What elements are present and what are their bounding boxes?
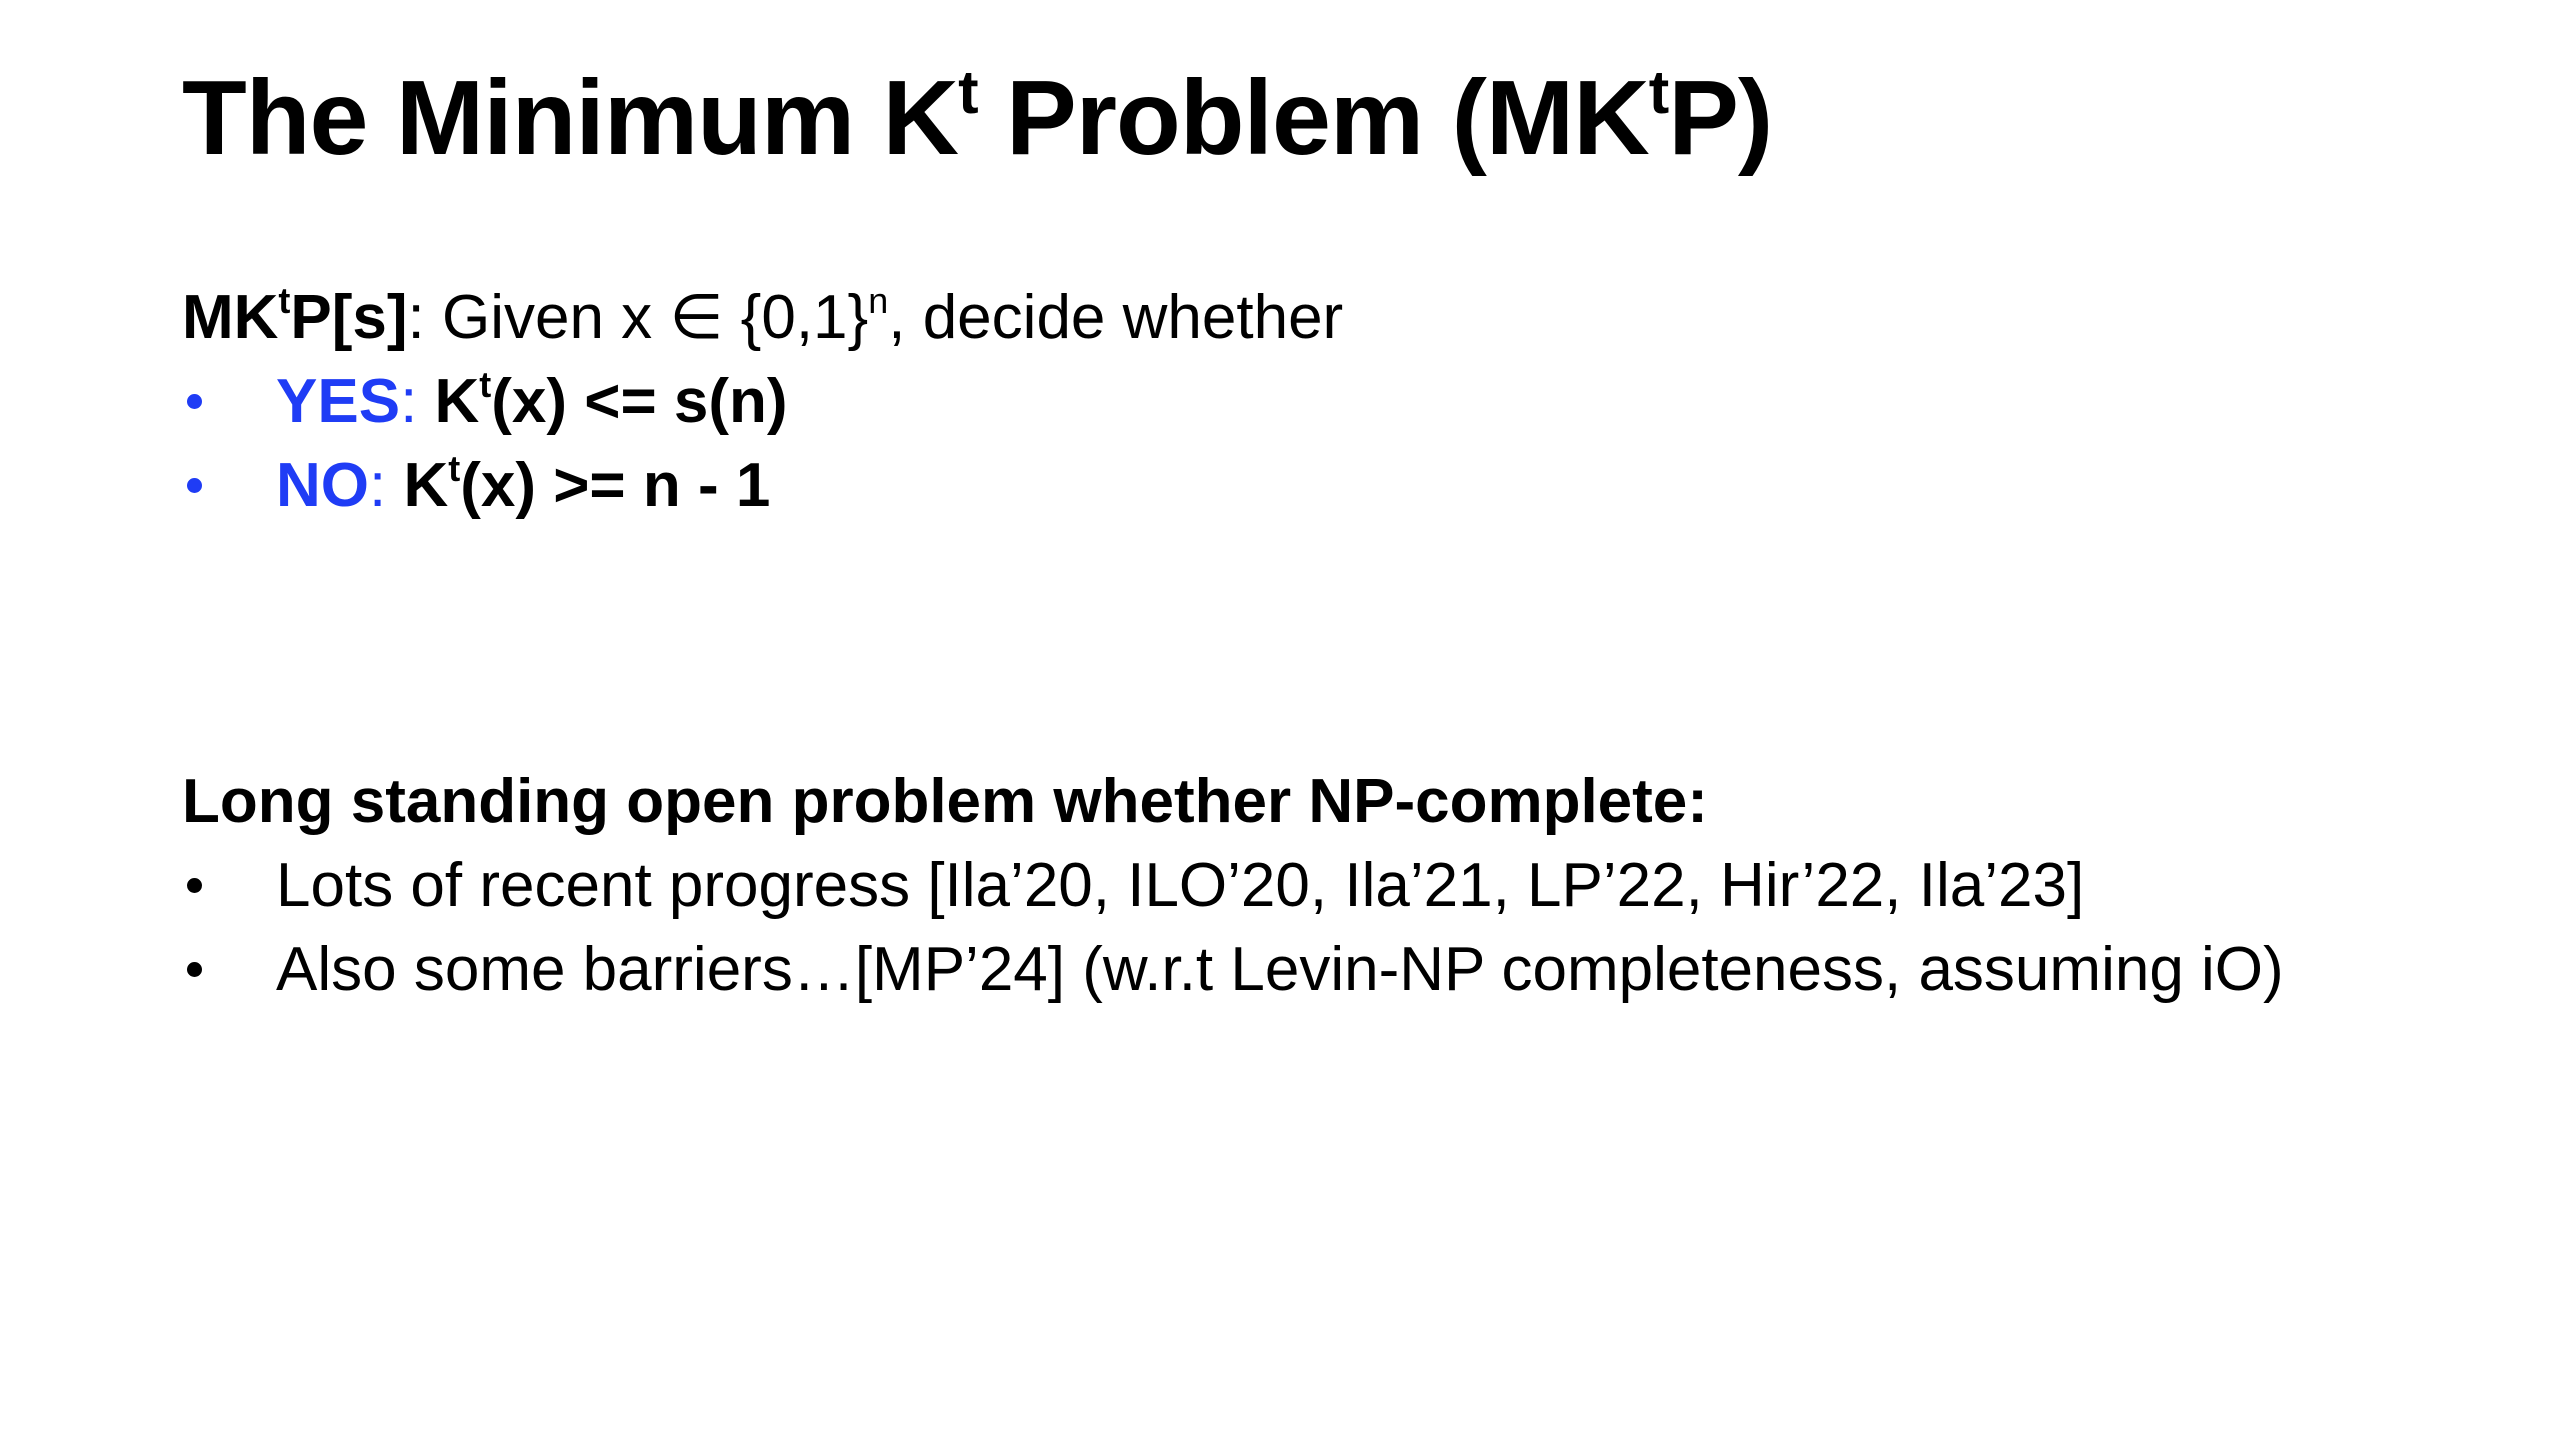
yes-expr-b: (x) <= s(n) [491, 367, 788, 436]
title-part-2: Problem (MK [977, 59, 1649, 177]
definition-line [182, 276, 1343, 360]
list-item-text: Lots of recent progress [Ila’20, ILO’20, Ila’21, LP’22, Hir’22, Ila’23] [276, 851, 2085, 920]
bullet-icon [182, 360, 276, 444]
list-item [182, 928, 2284, 1012]
bullet-icon [182, 928, 276, 1012]
title-superscript-1: t [958, 57, 978, 127]
no-expr-a: K [403, 451, 449, 520]
list-item [182, 844, 2284, 928]
title-superscript-2: t [1648, 57, 1669, 127]
definition-term-superscript: t [278, 280, 291, 322]
yes-label: YES [276, 367, 401, 436]
list-item-text: Also some barriers…[MP’24] (w.r.t Levin-NP completeness, assuming iO) [276, 935, 2284, 1004]
definition-text-a: : Given x ∈ {0,1} [407, 283, 869, 352]
yes-case [182, 360, 1343, 444]
yes-expression [434, 364, 788, 436]
definition-text-b: , decide whether [888, 283, 1344, 352]
no-expr-superscript: t [448, 448, 461, 490]
definition-term-a: MK [182, 283, 279, 352]
definition-block [182, 276, 1343, 528]
open-problem-heading: Long standing open problem whether NP-complete: [182, 767, 1708, 836]
no-label: NO [276, 451, 369, 520]
slide-title [182, 50, 1772, 188]
title-part-3: P) [1668, 59, 1773, 177]
yes-expr-superscript: t [479, 364, 492, 406]
title-part-1: The Minimum K [182, 59, 959, 177]
definition-term [182, 280, 408, 352]
definition-text-superscript: n [868, 280, 889, 322]
yes-separator: : [400, 367, 435, 436]
no-case [182, 444, 1343, 528]
open-problem-block [182, 760, 2284, 1012]
no-separator: : [369, 451, 404, 520]
definition-term-b: P[s] [290, 283, 408, 352]
no-expr-b: (x) >= n - 1 [460, 451, 771, 520]
bullet-icon [182, 444, 276, 528]
yes-expr-a: K [434, 367, 480, 436]
bullet-icon [182, 844, 276, 928]
no-expression [403, 448, 771, 520]
